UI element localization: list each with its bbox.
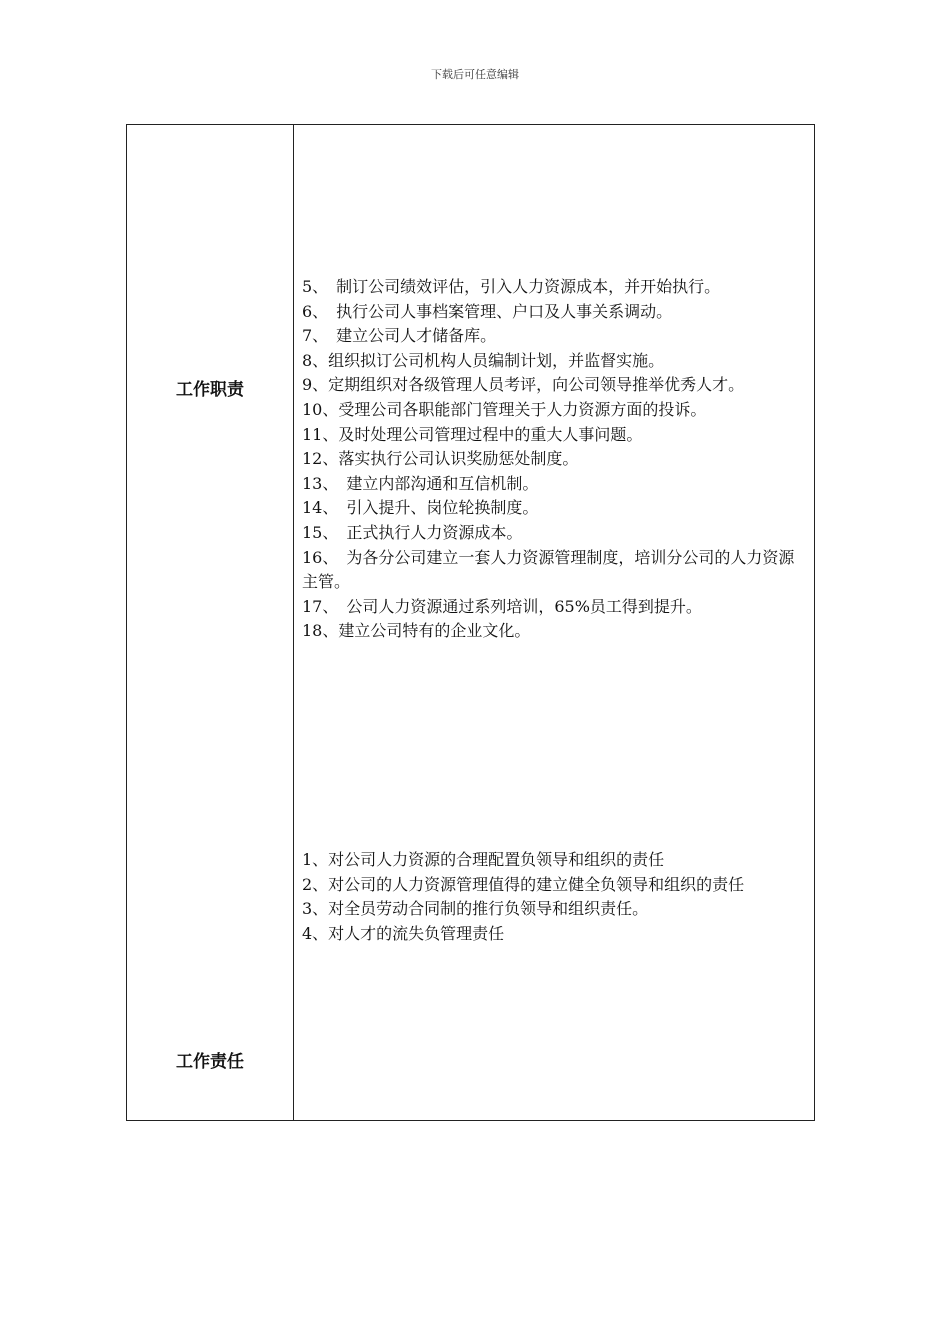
list-item: 4、对人才的流失负管理责任 — [302, 923, 505, 943]
list-item: 15、 正式执行人力资源成本。 — [302, 522, 523, 542]
responsibility-label: 工作责任 — [176, 1052, 244, 1072]
list-item: 16、 为各分公司建立一套人力资源管理制度，培训分公司的人力资源主管。 — [302, 547, 795, 592]
list-item: 5、 制订公司绩效评估，引入人力资源成本，并开始执行。 — [302, 277, 721, 296]
responsibility-list — [302, 848, 810, 946]
job-description-table — [126, 124, 815, 1121]
list-item: 11、及时处理公司管理过程中的重大人事问题。 — [302, 424, 643, 444]
list-item: 7、 建立公司人才储备库。 — [302, 326, 497, 346]
duties-label: 工作职责 — [176, 380, 244, 400]
list-item: 13、 建立内部沟通和互信机制。 — [302, 473, 539, 493]
list-item: 18、建立公司特有的企业文化。 — [302, 621, 531, 641]
list-item: 8、组织拟订公司机构人员编制计划，并监督实施。 — [302, 350, 665, 370]
list-item: 9、定期组织对各级管理人员考评，向公司领导推举优秀人才。 — [302, 375, 745, 395]
list-item: 2、对公司的人力资源管理值得的建立健全负领导和组织的责任 — [302, 874, 745, 894]
list-item: 3、对全员劳动合同制的推行负领导和组织责任。 — [302, 899, 649, 919]
list-item: 17、 公司人力资源通过系列培训，65%员工得到提升。 — [302, 596, 702, 616]
list-item: 14、 引入提升、岗位轮换制度。 — [302, 498, 539, 518]
list-item: 12、落实执行公司认识奖励惩处制度。 — [302, 449, 579, 469]
list-item: 10、受理公司各职能部门管理关于人力资源方面的投诉。 — [302, 399, 707, 419]
duties-list — [302, 275, 810, 644]
list-item: 1、对公司人力资源的合理配置负领导和组织的责任 — [302, 850, 665, 869]
list-item: 6、 执行公司人事档案管理、户口及人事关系调动。 — [302, 301, 673, 321]
column-divider — [293, 125, 294, 1120]
page-header-note: 下载后可任意编辑 — [431, 68, 519, 81]
